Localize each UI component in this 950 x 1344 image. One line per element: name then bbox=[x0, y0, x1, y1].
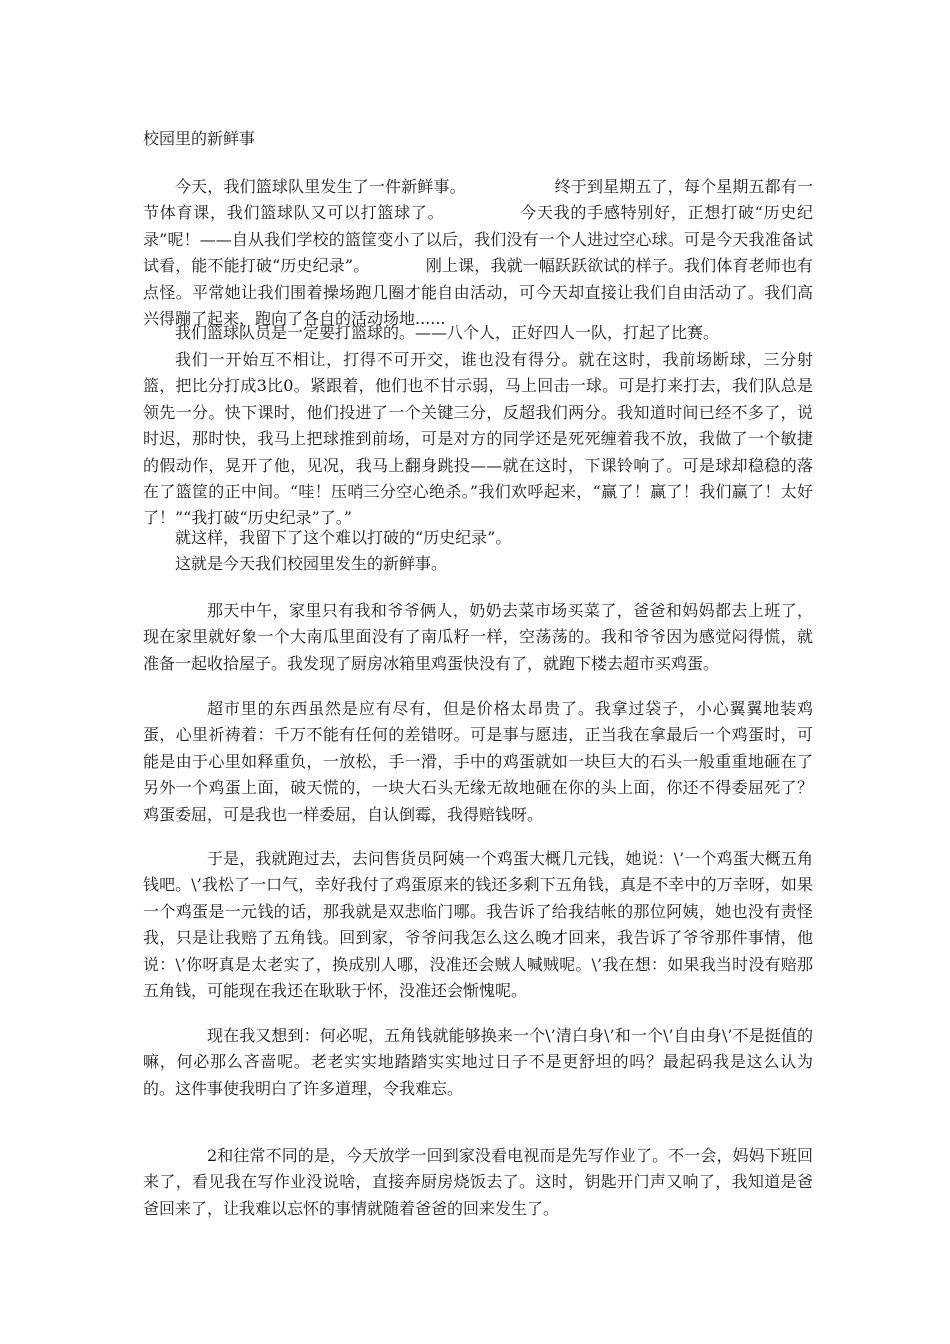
paragraph-intro: 今天，我们篮球队里发生了一件新鲜事。 终于到星期五了，每个星期五都有一节体育课，我们篮球队又可以打篮球了。 今天我的手感特别好，正想打破“历史纪录”呢！——自从我们学校的篮筐变小了以后，我们没有一个人进过空心球。可是今天我准备试试看，能不能打破“历史纪录”。 刚上课，我就一幅跃跃欲试的样子。我们体育老师也有点怪。平常她让我们围着操场跑几圈才能自由活动，可今天却直接让我们自由活动了。我们高兴得蹦了起来，跑向了各自的活动场地...... bbox=[143, 177, 813, 329]
paragraph-record: 就这样，我留下了这个难以打破的“历史纪录”。 bbox=[175, 528, 512, 547]
section-second-story: 2和往常不同的是，今天放学一回到家没看电视而是先写作业了。不一会，妈妈下班回来了，看见我在写作业没说啥，直接奔厨房烧饭去了。这时，钥匙开门声又响了，我知道是爸爸回来了，让我难以忘怀的事情就随着爸爸的回来发生了。 bbox=[143, 1146, 813, 1218]
section-payment: 于是，我就跑过去，去问售货员阿姨一个鸡蛋大概几元钱，她说：\’一个鸡蛋大概五角钱吧。\’我松了一口气，幸好我付了鸡蛋原来的钱还多剩下五角钱，真是不幸中的万幸呀，如果一个鸡蛋是一元钱的话，那我就是双悲临门哪。我告诉了给我结帐的那位阿姨，她也没有责怪我，只是让我赔了五角钱。回到家，爷爷问我怎么这么晚才回来，我告诉了爷爷那件事情，他说：\’你呀真是太老实了，换成别人哪，没准还会贼人喊贼呢。\’我在想：如果我当时没有赔那五角钱，可能现在我还在耿耿于怀，没准还会惭愧呢。 bbox=[143, 849, 813, 1001]
section-supermarket: 超市里的东西虽然是应有尽有，但是价格太昂贵了。我拿过袋子，小心翼翼地装鸡蛋，心里祈祷着：千万不能有任何的差错呀。可是事与愿违，正当我在拿最后一个鸡蛋时，可能是由于心里如释重负，一放松，手一滑，手中的鸡蛋就如一块巨大的石头一般重重地砸在了另外一个鸡蛋上面，破天慌的，一块大石头无缘无故地砸在你的头上面，你还不得委屈死了？鸡蛋委屈，可是我也一样委屈，自认倒霉，我得赔钱呀。 bbox=[143, 699, 813, 824]
section-noon: 那天中午，家里只有我和爷爷俩人，奶奶去菜市场买菜了，爸爸和妈妈都去上班了，现在家里就好象一个大南瓜里面没有了南瓜籽一样，空荡荡的。我和爷爷因为感觉闷得慌，就准备一起收拾屋子。我发现了厨房冰箱里鸡蛋快没有了，就跑下楼去超市买鸡蛋。 bbox=[143, 601, 813, 673]
section-reflection: 现在我又想到：何必呢，五角钱就能够换来一个\’清白身\’和一个\’自由身\’不是挺值的嘛，何必那么吝啬呢。老老实实地踏踏实实地过日子不是更舒坦的吗？最起码我是这么认为的。这件事使我明白了许多道理，令我难忘。 bbox=[143, 1026, 813, 1098]
paragraph-game: 我们一开始互不相让，打得不可开交，谁也没有得分。就在这时，我前场断球，三分射篮，把比分打成3比0。紧跟着，他们也不甘示弱，马上回击一球。可是打来打去，我们队总是领先一分。快下课时，他们投进了一个关键三分，反超我们两分。我知道时间已经不多了，说时迟，那时快，我马上把球推到前场，可是对方的同学还是死死缠着我不放，我做了一个敏捷的假动作，晃开了他，见况，我马上翻身跳投——就在这时，下课铃响了。可是球却稳稳的落在了篮筐的正中间。“哇！压哨三分空心绝杀。”我们欢呼起来，“赢了！赢了！我们赢了！太好了！”“我打破“历史纪录”了。” bbox=[143, 350, 813, 528]
document-page bbox=[143, 0, 813, 1344]
paragraph-closing: 这就是今天我们校园里发生的新鲜事。 bbox=[175, 554, 448, 573]
paragraph-team: 我们篮球队员是一定要打篮球的。——八个人，正好四人一队，打起了比赛。 bbox=[175, 323, 720, 342]
document-title: 校园里的新鲜事 bbox=[143, 129, 256, 148]
